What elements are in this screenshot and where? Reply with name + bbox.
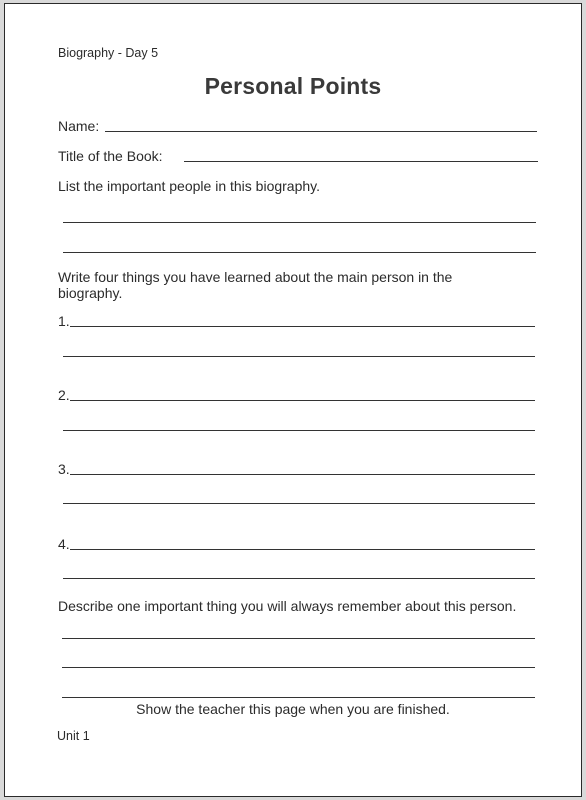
people-prompt: List the important people in this biography. (58, 178, 321, 194)
learned-prompt: Write four things you have learned about the main person in the biography. (58, 269, 453, 301)
teacher-instruction: Show the teacher this page when you are finished. (136, 701, 450, 717)
item-number-4: 4. (58, 536, 70, 552)
learned-line-2a[interactable] (70, 400, 535, 401)
item-number-3: 3. (58, 461, 70, 477)
remember-prompt: Describe one important thing you will always remember about this person. (58, 598, 517, 614)
remember-line-1[interactable] (62, 638, 535, 639)
learned-line-1a[interactable] (70, 326, 535, 327)
learned-line-3b[interactable] (63, 503, 535, 504)
lesson-label: Biography - Day 5 (58, 46, 159, 60)
learned-line-4a[interactable] (70, 549, 535, 550)
people-line-2[interactable] (63, 252, 536, 253)
page-title: Personal Points (204, 73, 382, 99)
name-label: Name: (58, 118, 100, 134)
unit-label: Unit 1 (57, 729, 90, 743)
people-line-1[interactable] (63, 222, 536, 223)
remember-line-3[interactable] (62, 697, 535, 698)
learned-line-1b[interactable] (63, 356, 535, 357)
book-title-label: Title of the Book: (58, 148, 163, 164)
learned-line-3a[interactable] (70, 474, 535, 475)
learned-line-2b[interactable] (63, 430, 535, 431)
book-title-line[interactable] (184, 161, 538, 162)
remember-line-2[interactable] (62, 667, 535, 668)
item-number-1: 1. (58, 313, 70, 329)
learned-line-4b[interactable] (63, 578, 535, 579)
name-line[interactable] (105, 131, 537, 132)
item-number-2: 2. (58, 387, 70, 403)
